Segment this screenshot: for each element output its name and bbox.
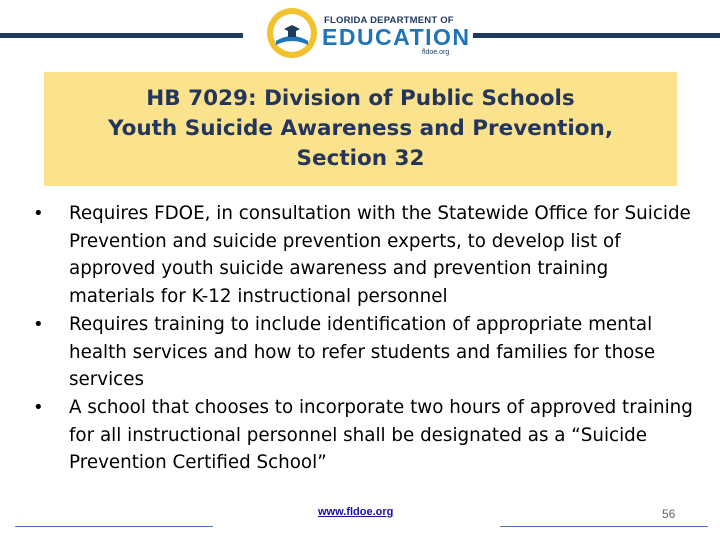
header-rule-right [473, 33, 720, 38]
footer-rule-right [500, 526, 708, 527]
bullet-text: A school that chooses to incorporate two hours of approved training for all instructional personnel shall be designated as a “Suicide Prevention Certified School” [69, 396, 693, 474]
bullet-item [33, 311, 693, 394]
slide-title-line: Youth Suicide Awareness and Prevention, [107, 116, 614, 141]
slide-title-line: HB 7029: Division of Public Schools [146, 86, 575, 111]
slide-title-line: Section 32 [296, 146, 425, 171]
bullet-dot-icon: • [33, 203, 44, 224]
bullet-item [33, 394, 693, 477]
fldoe-website-link[interactable]: www.fldoe.org [318, 506, 394, 518]
footer-rule-left [15, 526, 213, 527]
bullet-dot-icon: • [33, 313, 44, 335]
header-rule-left [0, 33, 243, 38]
fldoe-logo [262, 5, 471, 63]
page-number: 56 [662, 507, 676, 521]
logo-line-department: FLORIDA DEPARTMENT OF [324, 15, 454, 26]
bullet-dot-icon: • [33, 396, 44, 418]
logo-line-education: EDUCATION [322, 24, 471, 50]
bullet-list [33, 200, 693, 477]
seal-icon [266, 7, 318, 59]
slide-title-box [44, 72, 677, 186]
logo-line-site: fldoe.org [422, 49, 450, 56]
bullet-text: Requires training to include identification of appropriate mental health services and how to refer students and families for those services [69, 313, 656, 391]
bullet-text: Requires FDOE, in consultation with the Statewide Office for Suicide Prevention and suicide prevention experts, to develop list of approved youth suicide awareness and prevention training materials for K-12 instructional personnel [69, 203, 691, 308]
bullet-item [33, 200, 693, 311]
